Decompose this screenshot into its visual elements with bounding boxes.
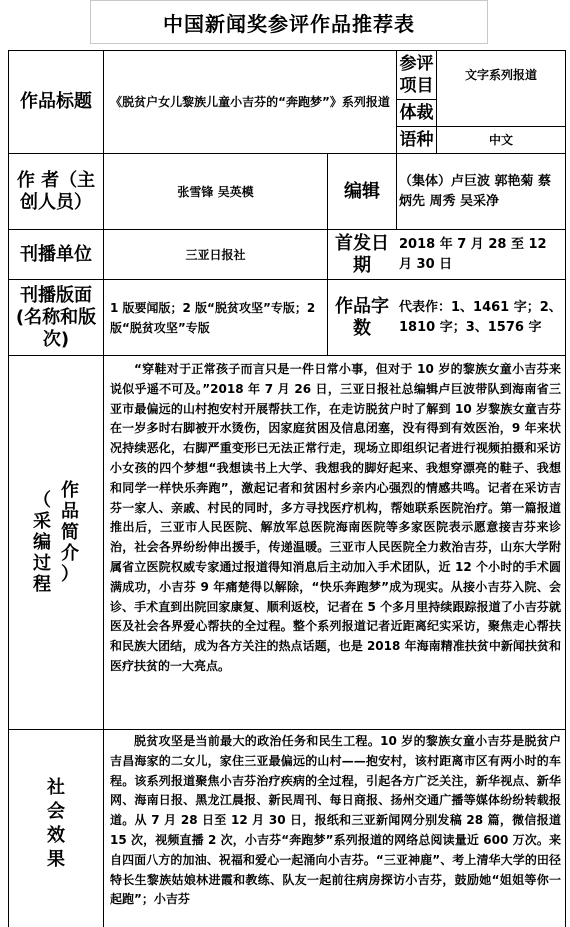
editor-value: （集体）卢巨波 郭艳菊 蔡炳先 周秀 吴采净 (399, 173, 552, 209)
type-value (437, 100, 565, 126)
author-label: 作 者（主创人员） (16, 169, 96, 213)
summary-label-process: （ 采 编 过 程 (33, 490, 51, 595)
genre-value: 文字系列报道 (464, 68, 537, 82)
type-label: 体裁 (399, 103, 434, 123)
effect-label: 社 会 效 果 (47, 776, 65, 870)
work-title-label: 作品标题 (20, 91, 92, 112)
effect-text: 脱贫攻坚是当前最大的政治任务和民生工程。10 岁的黎族女童小吉芬是脱贫户吉昌海家的二女儿，家住三亚最偏远的山村——抱安村，该村距离市区有两小时的车程。该系列报道聚焦小吉芬治疗疾病的全过程，引起各方广泛关注，新华视点、新华网、海南日报、黑龙江晨报、新民周刊、每日商报、扬州交通广播等媒体纷纷转载报道。从 7 月 28 日至 12 月 30 日，报纸和三亚新闻网分别发稿 28 篇，微信报道 15 次，视频直播 2 次，小吉芬“奔跑梦”系列报道的网络总阅读量近 600 万次。来自四面八方的加油、祝福和爱心一起涌向小吉芬。“三亚神鹿”、考上清华大学的田径特长生黎族姑娘林进霞和教练、队友一起前往病房探访小吉芬，鼓励她“姐姐等你一起跑”；小吉芬 (110, 734, 561, 907)
language-value: 中文 (488, 133, 513, 147)
summary-label (9, 356, 103, 729)
summary-text: “穿鞋对于正常孩子而言只是一件日常小事，但对于 10 岁的黎族女童小吉芬来说似乎遥不可及。”2018 年 7 月 26 日，三亚日报社总编辑卢巨波带队到海南省三亚市最偏远的山村抱安村开展帮扶工作，在走访脱贫户时了解到 10 岁黎族女童吉芬在一岁多时右脚被开水烫伤，因家庭贫困及信息闭塞，没有得到有效医治，9 年来状况持续恶化，右脚严重变形已无法正常行走，现场立即组织记者进行视频拍摄和采访小女孩的四个梦想“我想读书上大学、我想我的脚好起来、我想穿漂亮的鞋子、我想和同学一样快乐奔跑”，激起记者和贫困村乡亲内心强烈的情感共鸣。记者在采访吉芬一家人、亲戚、村民的同时，多方寻找医疗机构，帮她联系医院治疗。第一篇报道推出后，三亚市人民医院、解放军总医院海南医院等多家医院表示愿意接吉芬来诊治，社会各界纷纷伸出援手，传递温暖。三亚市人民医院全力救治吉芬，山东大学附属省立医院权威专家通过报道得知消息后主动加入手术团队，近 12 个小时的手术圆满成功，小吉芬 9 年痛楚得以解除，“快乐奔跑梦”成为现实。从接小吉芬入院、会诊、手术直到出院回家康复、顺利返校，记者在 5 个多月里持续跟踪报道了小吉芬就医及社会各界爱心帮扶的全过程。整个系列报道记者近距离纪实采访，聚焦走心帮扶和民族大团结，成为各方关注的热点话题，也是 2018 年海南精准扶贫中新闻扶贫和医疗扶贫的一大亮点。 (110, 362, 561, 673)
language-label: 语种 (399, 130, 434, 150)
edition-label: 刊播版面(名称和版次) (15, 284, 97, 350)
word-count-value: 代表作：1、1461 字；2、1810 字；3、1576 字 (399, 299, 562, 335)
genre-label: 参评项目 (399, 54, 434, 96)
publisher-label: 刊播单位 (20, 243, 92, 265)
first-date-value: 2018 年 7 月 28 至 12 月 30 日 (399, 236, 547, 272)
word-count-label: 作品字数 (335, 295, 389, 339)
effect-body (104, 732, 565, 927)
table-border-right (565, 50, 566, 927)
summary-label-intro: 作 品 简 介 ） (61, 480, 79, 585)
work-title-value: 《脱贫户女儿黎族儿童小吉芬的“奔跑梦”》系列报道 (110, 95, 390, 109)
first-date-label: 首发日期 (335, 232, 389, 276)
editor-label: 编辑 (344, 180, 380, 202)
publisher-value: 三亚日报社 (185, 247, 246, 262)
page-title: 中国新闻奖参评作品推荐表 (90, 0, 488, 44)
edition-value: 1 版要闻版；2 版“脱贫攻坚”专版；2 版“脱贫攻坚”专版 (110, 300, 316, 335)
summary-body (104, 360, 565, 729)
author-value: 张雪锋 吴英模 (177, 184, 254, 199)
